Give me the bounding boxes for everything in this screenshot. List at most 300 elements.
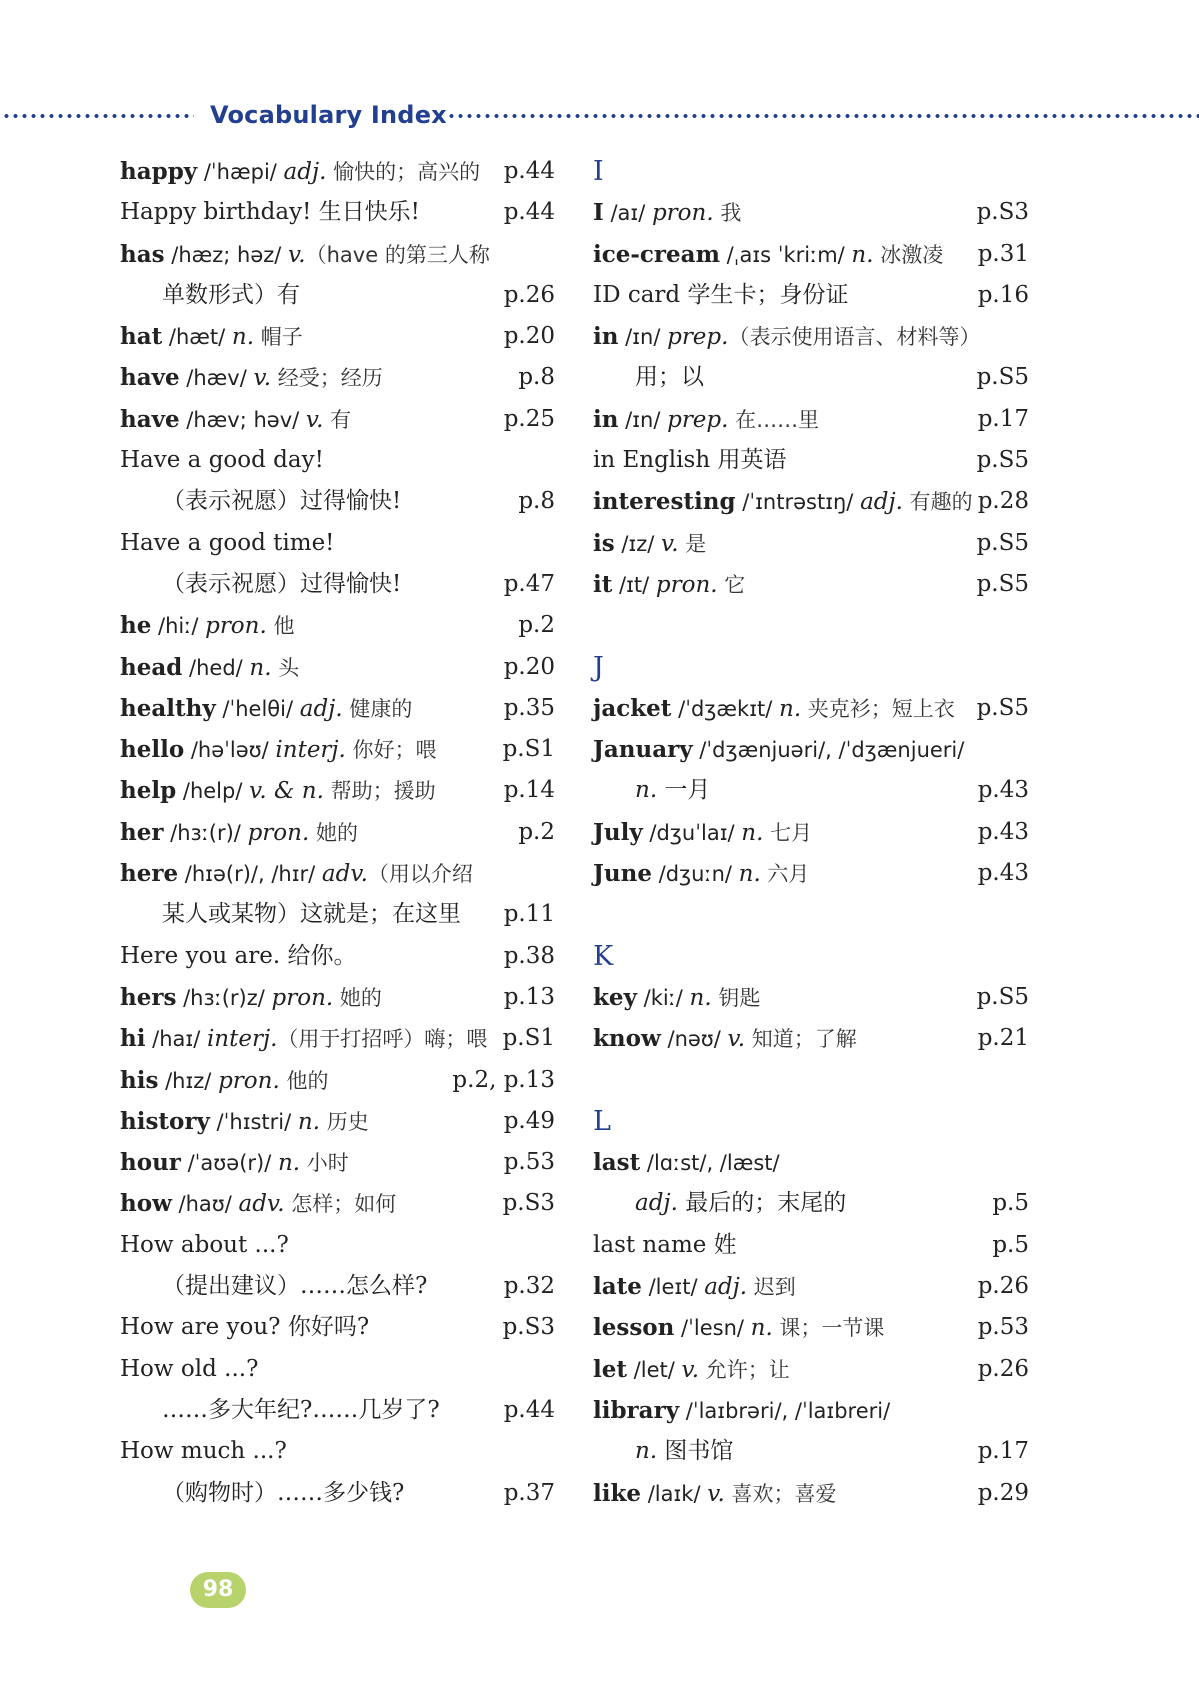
vocab-entry [120, 234, 555, 275]
phonetic: /lɑːst/, /læst/ [640, 1151, 780, 1176]
entry-text [120, 977, 382, 1019]
definition: 夹克衫；短上衣 [801, 696, 955, 721]
headword: head [120, 653, 183, 681]
part-of-speech: v. [253, 365, 272, 392]
dotted-rule-left [2, 114, 194, 118]
part-of-speech: n. [750, 1315, 773, 1342]
letter-heading [593, 1101, 1029, 1142]
part-of-speech: v. [681, 1356, 700, 1383]
part-of-speech: n. [689, 984, 712, 1011]
phonetic: /ˈhelθi/ [215, 696, 300, 721]
vocab-entry [120, 1142, 555, 1183]
headword: jacket [593, 694, 672, 722]
definition: 帽子 [254, 325, 303, 350]
definition: （表示使用语言、材料等） [728, 325, 981, 350]
part-of-speech: pron. [651, 200, 714, 227]
phonetic: /ɪn/ [618, 407, 668, 432]
headword: hi [120, 1025, 146, 1053]
definition: （表示祝愿）过得愉快! [162, 488, 402, 515]
phonetic: /hed/ [182, 655, 250, 680]
phonetic: /let/ [627, 1357, 682, 1382]
page-ref: p.44 [503, 1396, 555, 1423]
entry-continuation [120, 1473, 555, 1514]
vocab-entry [593, 977, 1029, 1018]
entry-text [120, 605, 294, 647]
definition: 她的 [333, 985, 382, 1010]
phonetic: /leɪt/ [641, 1275, 705, 1300]
vocab-entry [593, 1266, 1029, 1307]
part-of-speech: n. [249, 654, 272, 681]
phonetic: /laɪk/ [641, 1481, 708, 1506]
phonetic: /hæv/ [179, 366, 254, 391]
definition: （用于打招呼）嗨；喂 [277, 1027, 488, 1052]
vocab-entry [593, 234, 1029, 275]
entry-text [162, 894, 461, 935]
page-ref: p.49 [503, 1107, 555, 1134]
page-ref: p.17 [977, 1438, 1029, 1465]
definition: 在……里 [728, 407, 820, 432]
part-of-speech: interj. [275, 737, 346, 764]
entry-text [120, 1183, 396, 1225]
definition: 知道；了解 [745, 1027, 857, 1052]
definition: How old ...? [120, 1355, 259, 1382]
vocab-entry [593, 564, 1029, 605]
definition: 有趣的 [902, 490, 973, 515]
phonetic: /ˌaɪs ˈkriːm/ [719, 242, 852, 267]
definition: 有 [323, 407, 352, 432]
part-of-speech: adj. [704, 1274, 748, 1301]
entry-text [120, 1431, 287, 1472]
page-ref: p.5 [992, 1190, 1029, 1217]
vocab-entry [120, 1018, 555, 1059]
part-of-speech: adv. [238, 1191, 285, 1218]
page-ref: p.21 [977, 1025, 1029, 1052]
dotted-rule-right [447, 114, 1199, 118]
vocab-entry [593, 1473, 1029, 1514]
headword: help [120, 777, 177, 805]
entry-continuation [120, 564, 555, 605]
page-ref: p.20 [503, 653, 555, 680]
part-of-speech: v. & n. [249, 778, 324, 805]
phonetic: /hɪz/ [158, 1068, 219, 1093]
definition: （提出建议）……怎么样? [162, 1273, 428, 1300]
definition: ID card 学生卡；身份证 [593, 281, 849, 308]
entry-text [120, 729, 437, 771]
page-ref: p.31 [977, 240, 1029, 267]
letter-heading-text: I [593, 156, 604, 187]
section-header [0, 98, 1199, 132]
page-ref: p.5 [992, 1231, 1029, 1258]
definition: 头 [271, 655, 300, 680]
page-ref: p.2 [518, 612, 555, 639]
page-number-badge: 98 [190, 1572, 246, 1608]
letter-heading-text: K [593, 940, 614, 972]
spacer-row [593, 894, 1029, 935]
definition: 图书馆 [657, 1438, 734, 1465]
vocab-entry [593, 812, 1029, 853]
page-title: Vocabulary Index [210, 101, 447, 129]
part-of-speech: n. [231, 324, 255, 351]
entry-continuation [593, 1431, 1029, 1472]
vocab-entry [120, 316, 555, 357]
entry-text [635, 1183, 846, 1224]
part-of-speech: pron. [271, 984, 334, 1011]
entry-text [593, 1266, 796, 1308]
letter-heading [593, 151, 1029, 192]
spacer-row [593, 1060, 1029, 1101]
page-ref: p.8 [518, 488, 555, 515]
vocab-entry [120, 853, 555, 894]
part-of-speech: pron. [247, 819, 310, 846]
vocab-entry [593, 1225, 1029, 1266]
vocab-entry [593, 523, 1029, 564]
vocab-entry [120, 523, 555, 564]
entry-text [593, 688, 955, 730]
vocab-entry [593, 1142, 1029, 1183]
page-ref: p.S5 [976, 364, 1029, 391]
definition: Have a good day! [120, 447, 324, 474]
vocab-entry [120, 605, 555, 646]
page-ref: p.S5 [976, 983, 1029, 1010]
headword: here [120, 860, 179, 888]
entry-text [120, 234, 490, 276]
phonetic: /kiː/ [636, 985, 690, 1010]
page-ref: p.11 [503, 901, 555, 928]
headword: hello [120, 736, 185, 764]
definition: （购物时）……多少钱? [162, 1479, 405, 1506]
headword: in [593, 323, 619, 351]
entry-text [120, 316, 303, 358]
part-of-speech: prep. [667, 324, 729, 351]
phonetic: /help/ [176, 779, 250, 804]
vocab-entry [120, 647, 555, 688]
headword: hers [120, 983, 177, 1011]
vocab-entry [120, 1101, 555, 1142]
definition: 我 [713, 201, 742, 226]
vocab-entry [593, 1018, 1029, 1059]
page-ref: p.28 [977, 488, 1029, 515]
headword: history [120, 1107, 210, 1135]
entry-text [120, 1349, 258, 1390]
entry-text [593, 564, 745, 606]
headword: in [593, 405, 619, 433]
vocab-entry [120, 1431, 555, 1472]
headword: lesson [593, 1314, 675, 1342]
part-of-speech: adj. [283, 159, 327, 185]
definition: 他的 [279, 1068, 329, 1093]
entry-text [120, 770, 436, 812]
letter-heading-text: L [593, 1105, 611, 1137]
entry-text [593, 853, 809, 895]
vocabulary-column-left [120, 151, 555, 1514]
part-of-speech: n. [297, 1108, 321, 1135]
headword: is [593, 529, 615, 557]
entry-text [593, 399, 819, 441]
definition: 怎样；如何 [284, 1192, 397, 1217]
headword: know [593, 1025, 661, 1053]
vocab-entry [120, 770, 555, 811]
vocab-entry [120, 151, 555, 192]
definition: in English 用英语 [593, 447, 787, 474]
part-of-speech: v. [707, 1480, 725, 1507]
entry-text [120, 853, 473, 895]
entry-text [593, 316, 980, 358]
page-ref: p.38 [503, 942, 555, 969]
phonetic: /haʊ/ [171, 1192, 239, 1217]
entry-text [120, 1225, 289, 1266]
entry-text [593, 729, 964, 771]
vocab-entry [593, 1349, 1029, 1390]
entry-text [593, 1018, 857, 1060]
definition: 你好；喂 [345, 738, 437, 763]
page-ref: p.S3 [976, 199, 1029, 226]
page-ref: p.13 [503, 983, 555, 1010]
vocab-entry [120, 440, 555, 481]
vocab-entry [593, 688, 1029, 729]
entry-text [120, 1018, 487, 1060]
page-ref: p.S1 [502, 1025, 555, 1052]
part-of-speech: n. [277, 1150, 301, 1177]
page-ref: p.43 [977, 777, 1029, 804]
part-of-speech: v. [661, 530, 679, 557]
entry-continuation [120, 481, 555, 522]
page-ref: p.26 [503, 281, 555, 308]
page-ref: p.S1 [502, 736, 555, 763]
entry-text [120, 812, 358, 854]
phonetic: /ˈlesn/ [674, 1316, 751, 1341]
page-ref: p.2, p.13 [452, 1066, 555, 1093]
phonetic: /həˈləʊ/ [184, 738, 276, 763]
phonetic: /ˈdʒænjuəri/, /ˈdʒænjueri/ [692, 738, 965, 763]
entry-text [162, 1390, 440, 1431]
entry-text [120, 1142, 349, 1184]
part-of-speech: interj. [206, 1026, 278, 1053]
definition: （表示祝愿）过得愉快! [162, 570, 402, 597]
phonetic: /haɪ/ [145, 1027, 207, 1052]
definition: How much ...? [120, 1438, 287, 1465]
definition: 喜欢；喜爱 [724, 1481, 837, 1506]
vocab-entry [120, 1307, 555, 1348]
page-ref: p.43 [977, 818, 1029, 845]
headword: has [120, 240, 165, 268]
definition: 愉快的；高兴的 [326, 160, 481, 184]
part-of-speech: adj. [635, 1190, 678, 1217]
phonetic: /ɪt/ [612, 572, 656, 597]
vocab-entry [593, 729, 1029, 770]
part-of-speech: adj. [299, 695, 343, 722]
phonetic: /ˈaʊə(r)/ [180, 1151, 278, 1176]
headword: let [593, 1355, 627, 1383]
definition: 是 [678, 531, 707, 556]
part-of-speech: prep. [667, 406, 729, 433]
page-ref: p.43 [977, 860, 1029, 887]
entry-text [120, 647, 299, 689]
page-ref: p.S3 [502, 1314, 555, 1341]
letter-heading [593, 936, 1029, 977]
entry-text [635, 1431, 733, 1472]
phonetic: /hɜː(r)/ [163, 820, 248, 845]
page-ref: p.44 [503, 158, 555, 184]
page-ref: p.44 [503, 199, 555, 226]
definition: 她的 [309, 820, 358, 845]
phonetic: /hiː/ [151, 614, 206, 639]
vocab-entry [120, 1349, 555, 1390]
definition: 课；一节课 [772, 1316, 885, 1341]
definition: Have a good time! [120, 529, 335, 556]
vocab-entry [593, 1390, 1029, 1431]
vocab-entry [593, 853, 1029, 894]
vocabulary-column-right [593, 151, 1029, 1514]
phonetic: /hæt/ [162, 325, 232, 350]
vocab-entry [593, 1307, 1029, 1348]
definition: 小时 [300, 1151, 349, 1176]
headword: healthy [120, 694, 216, 722]
spacer-row [593, 605, 1029, 646]
definition: 冰激凌 [873, 242, 944, 267]
page-ref: p.32 [503, 1273, 555, 1300]
headword: ice-cream [593, 240, 720, 268]
entry-text [593, 1390, 890, 1432]
entry-text [162, 1473, 404, 1514]
page-ref: p.S3 [502, 1190, 555, 1217]
definition: 帮助；援助 [323, 779, 436, 804]
entry-text [593, 1307, 884, 1349]
phonetic: /ˈhɪstri/ [209, 1109, 298, 1134]
entry-continuation [593, 357, 1029, 398]
headword: have [120, 364, 180, 392]
headword: January [593, 736, 693, 764]
definition: How about ...? [120, 1231, 289, 1258]
part-of-speech: adv. [321, 861, 368, 888]
vocab-entry [120, 936, 555, 977]
phonetic: /ˈdʒækɪt/ [671, 696, 779, 721]
entry-text [593, 1349, 790, 1391]
phonetic: /aɪ/ [603, 201, 652, 226]
vocab-entry [120, 812, 555, 853]
part-of-speech: n. [635, 1438, 658, 1465]
phonetic: /hæv; həv/ [179, 407, 306, 432]
phonetic: /dʒuːn/ [651, 862, 739, 887]
headword: her [120, 818, 164, 846]
entry-text [593, 440, 786, 481]
entry-text [635, 770, 710, 811]
headword: library [593, 1396, 680, 1424]
phonetic: /hæz; həz/ [164, 242, 289, 267]
entry-text [162, 481, 401, 522]
vocab-entry [120, 1225, 555, 1266]
phonetic: /ɪn/ [618, 325, 668, 350]
entry-text [120, 399, 351, 441]
entry-text [593, 234, 943, 276]
definition: How are you? 你好吗? [120, 1314, 370, 1341]
headword: happy [120, 158, 198, 185]
page-ref: p.26 [977, 1273, 1029, 1300]
definition: 六月 [760, 862, 810, 887]
entry-text [120, 151, 480, 193]
headword: it [593, 570, 613, 598]
definition: 钥匙 [711, 985, 761, 1010]
phonetic: /dʒuˈlaɪ/ [642, 820, 742, 845]
page-ref: p.53 [503, 1149, 555, 1176]
vocab-entry [593, 481, 1029, 522]
entry-text [120, 936, 357, 977]
headword: interesting [593, 488, 736, 516]
entry-continuation [120, 275, 555, 316]
entry-text [120, 440, 324, 481]
definition: （have 的第三人称 [305, 242, 490, 267]
part-of-speech: n. [738, 861, 761, 888]
definition: ……多大年纪?……几岁了? [162, 1396, 440, 1423]
page-ref: p.26 [977, 1355, 1029, 1382]
headword: last [593, 1149, 641, 1177]
definition: 允许；让 [699, 1357, 790, 1382]
headword: July [593, 818, 643, 846]
letter-heading-text: J [593, 651, 604, 683]
vocab-entry [593, 399, 1029, 440]
page-ref: p.S5 [976, 570, 1029, 597]
page-ref: p.35 [503, 694, 555, 721]
headword: he [120, 612, 152, 640]
definition: 用；以 [635, 364, 704, 391]
part-of-speech: pron. [655, 571, 718, 598]
entry-text [593, 1142, 780, 1184]
definition: last name 姓 [593, 1231, 737, 1258]
definition: 历史 [320, 1109, 369, 1134]
entry-text [593, 977, 760, 1019]
entry-text [120, 1101, 369, 1143]
definition: （用以介绍 [367, 862, 473, 887]
headword: hour [120, 1149, 181, 1177]
page-ref: p.S5 [976, 529, 1029, 556]
page-ref: p.25 [503, 405, 555, 432]
definition: 它 [717, 572, 746, 597]
page-ref: p.8 [518, 364, 555, 391]
phonetic: /hɜː(r)z/ [176, 985, 272, 1010]
entry-continuation [593, 770, 1029, 811]
page-ref: p.29 [977, 1479, 1029, 1506]
page-ref: p.2 [518, 818, 555, 845]
page-ref: p.47 [503, 570, 555, 597]
headword: I [593, 199, 604, 227]
definition: 一月 [657, 777, 711, 804]
entry-continuation [593, 1183, 1029, 1224]
page-ref: p.20 [503, 323, 555, 350]
definition: Happy birthday! 生日快乐! [120, 199, 420, 226]
letter-heading [593, 647, 1029, 688]
entry-text [593, 275, 848, 316]
page-ref: p.37 [503, 1479, 555, 1506]
entry-text [120, 1060, 328, 1102]
vocab-entry [120, 1060, 555, 1101]
entry-text [120, 357, 383, 399]
definition: 最后的；末尾的 [677, 1190, 847, 1217]
part-of-speech: pron. [205, 613, 267, 640]
headword: key [593, 983, 637, 1011]
page-ref: p.14 [503, 777, 555, 804]
part-of-speech: n. [635, 777, 658, 804]
definition: 单数形式）有 [162, 281, 300, 308]
vocab-entry [120, 729, 555, 770]
vocab-entry [593, 316, 1029, 357]
definition: 七月 [763, 820, 813, 845]
headword: June [593, 860, 652, 888]
phonetic: /ˈlaɪbrəri/, /ˈlaɪbreri/ [679, 1398, 891, 1423]
page-ref: p.17 [977, 405, 1029, 432]
vocab-entry [120, 1183, 555, 1224]
phonetic: /ˈhæpi/ [197, 160, 284, 184]
entry-text [593, 1225, 737, 1266]
phonetic: /ɪz/ [614, 531, 662, 556]
